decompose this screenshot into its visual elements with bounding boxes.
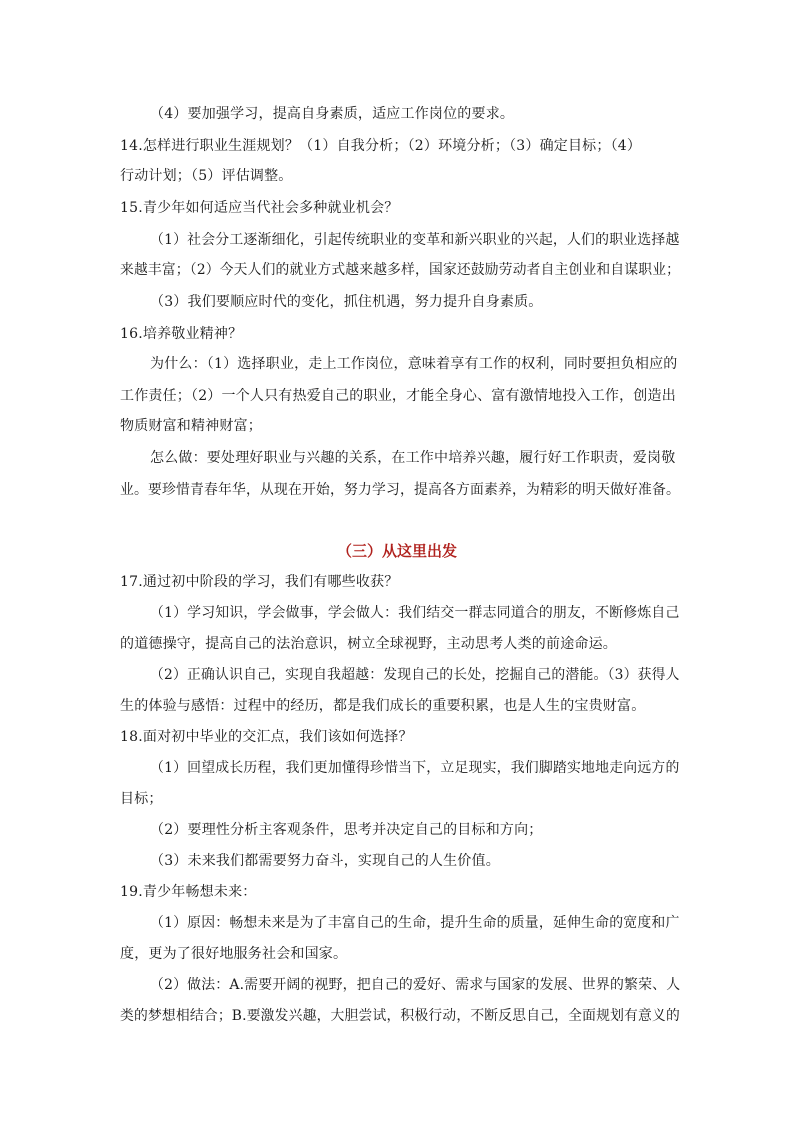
- text-line: （4）要加强学习，提高自身素质，适应工作岗位的要求。: [150, 106, 515, 122]
- text-line: 生的体验与感悟：过程中的经历，都是我们成长的重要积累，也是人生的宝贵财富。: [120, 698, 646, 714]
- text-line: 目标；: [120, 791, 163, 807]
- text-line: （1）社会分工逐渐细化，引起传统职业的变革和新兴职业的兴起，人们的职业选择越: [150, 232, 680, 248]
- question-16: 16.培养敬业精神？: [120, 326, 243, 342]
- section-heading: （三）从这里出发: [336, 542, 457, 560]
- text-line: 物质财富和精神财富；: [120, 418, 262, 434]
- text-line: 度，更为了很好地服务社会和国家。: [120, 946, 348, 962]
- question-18: 18.面对初中毕业的交汇点，我们该如何选择？: [120, 729, 413, 745]
- text-line: 怎么做：要处理好职业与兴趣的关系，在工作中培养兴趣，履行好工作职责，爱岗敬: [150, 450, 676, 466]
- text-line: 为什么：（1）选择职业，走上工作岗位，意味着享有工作的权利，同时要担负相应的: [150, 356, 678, 372]
- question-19: 19.青少年畅想未来：: [120, 884, 257, 900]
- text-line: （1）回望成长历程，我们更加懂得珍惜当下，立足现实，我们脚踏实地地走向远方的: [150, 760, 680, 776]
- text-line: （1）学习知识，学会做事，学会做人：我们结交一群志同道合的朋友，不断修炼自己: [150, 605, 680, 621]
- question-14: 14.怎样进行职业生涯规划？（1）自我分析；（2）环境分析；（3）确定目标；（4）: [120, 138, 642, 154]
- text-line: 的道德操守，提高自己的法治意识，树立全球视野，主动思考人类的前途命运。: [120, 636, 617, 652]
- text-line: 行动计划；（5）评估调整。: [120, 168, 293, 184]
- text-line: 来越丰富；（2）今天人们的就业方式越来越多样，国家还鼓励劳动者自主创业和自谋职业；: [120, 262, 681, 278]
- text-line: （3）我们要顺应时代的变化，抓住机遇，努力提升自身素质。: [150, 294, 543, 310]
- text-line: （1）原因：畅想未来是为了丰富自己的生命，提升生命的质量，延伸生命的宽度和广: [150, 915, 680, 931]
- text-line: 业。要珍惜青春年华，从现在开始，努力学习，提高各方面素养，为精彩的明天做好准备。: [120, 482, 680, 498]
- text-line: （2）要理性分析主客观条件，思考并决定自己的目标和方向；: [150, 822, 543, 838]
- text-line: 工作责任；（2）一个人只有热爱自己的职业，才能全身心、富有激情地投入工作，创造出: [120, 388, 676, 404]
- text-line: （2）做法：A.需要开阔的视野，把自己的爱好、需求与国家的发展、世界的繁荣、人: [150, 977, 681, 993]
- text-line: （3）未来我们都需要努力奋斗，实现自己的人生价值。: [150, 853, 500, 869]
- text-line: （2）正确认识自己，实现自我超越：发现自己的长处，挖掘自己的潜能。（3）获得人: [150, 667, 680, 683]
- question-17: 17.通过初中阶段的学习，我们有哪些收获？: [120, 574, 399, 590]
- question-15: 15.青少年如何适应当代社会多种就业机会？: [120, 200, 399, 216]
- text-line: 类的梦想相结合；B.要激发兴趣，大胆尝试，积极行动，不断反思自己，全面规划有意义的: [120, 1008, 680, 1024]
